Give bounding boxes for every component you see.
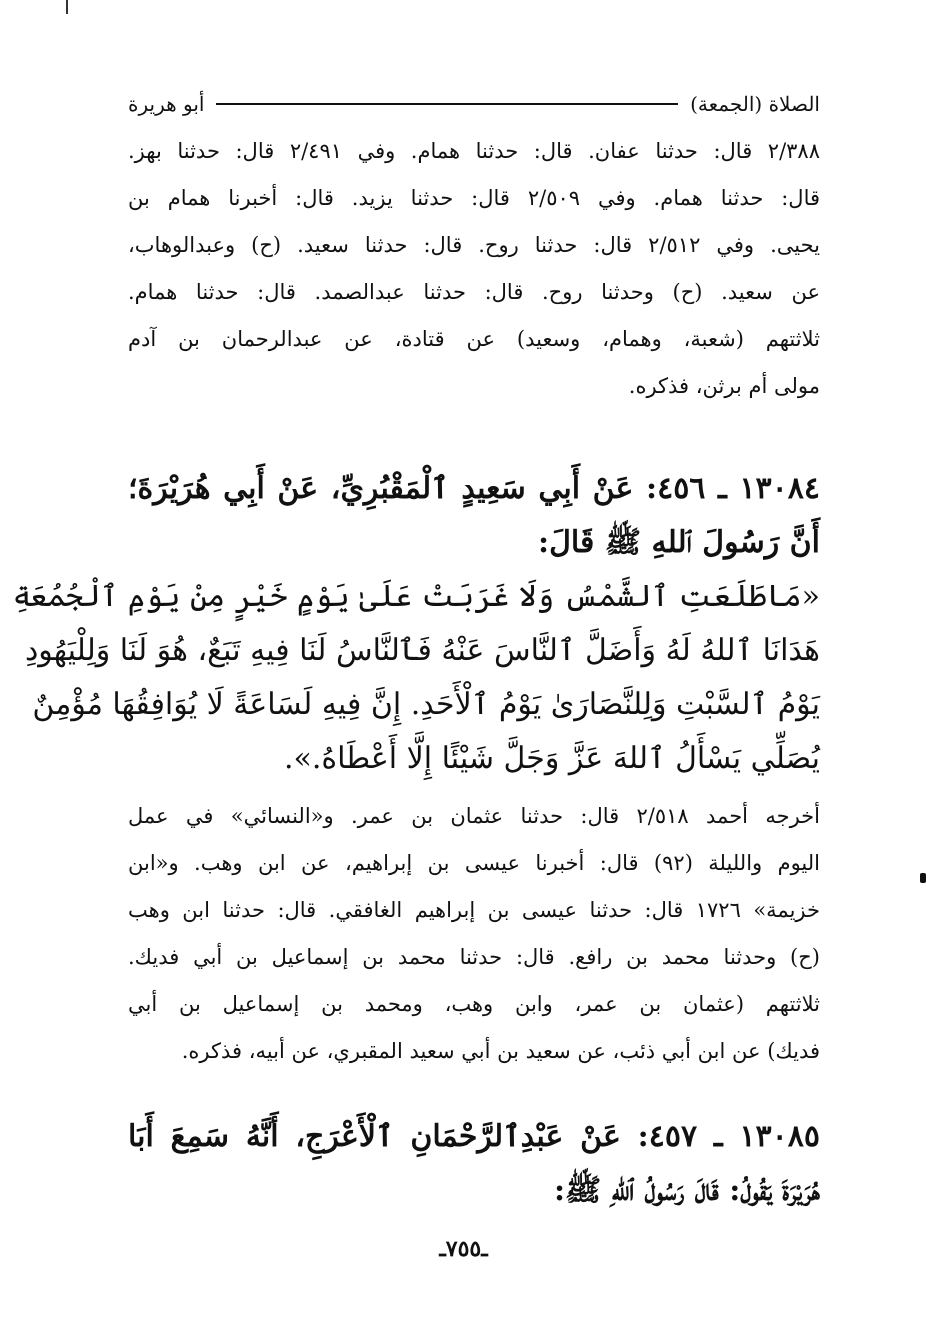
source-note-2 <box>128 793 820 1075</box>
hadith-isnad-line: أَنَّ رَسُولَ ٱللهِ ﷺ قَالَ: <box>538 525 820 560</box>
note-line: يحيى. وفي ٢/٥١٢ قال: حدثنا روح. قال: حدثنا سعيد. (ح) وعبدالوهاب، <box>128 233 820 257</box>
note-line: خزيمة» ١٧٢٦ قال: حدثنا عيسى بن إبراهيم الغافقي. قال: حدثنا ابن وهب <box>128 898 820 922</box>
scan-edge-mark <box>66 0 68 14</box>
header-rule <box>216 103 678 105</box>
header-left-title: أبو هريرة <box>128 92 205 116</box>
hadith-matn-line: يُصَلِّي يَسْأَلُ ٱللهَ عَزَّ وَجَلَّ شَيْئًا إِلَّا أَعْطَاهُ.». <box>283 741 820 776</box>
hadith-matn-line: «مَاطَلَعَتِ ٱلشَّمْسُ وَلَا غَرَبَتْ عَلَىٰ يَوْمٍ خَيْرٍ مِنْ يَوْمِ ٱلْجُمُعَةِ <box>12 579 820 614</box>
hadith-isnad-line: ١٣٠٨٤ ـ ٤٥٦: عَنْ أَبِي سَعِيدٍ ٱلْمَقْبُرِيِّ، عَنْ أَبِي هُرَيْرَةَ؛ <box>128 471 820 506</box>
note-line: ٢/٣٨٨ قال: حدثنا عفان. قال: حدثنا همام. وفي ٢/٤٩١ قال: حدثنا بهز. <box>128 139 820 163</box>
hadith-13085 <box>128 1110 820 1218</box>
note-line: اليوم والليلة (٩٢) قال: أخبرنا عيسى بن إبراهيم، عن ابن وهب. و«ابن <box>128 851 820 875</box>
source-note-1 <box>128 128 820 410</box>
note-line: أخرجه أحمد ٢/٥١٨ قال: حدثنا عثمان بن عمر. و«النسائي» في عمل <box>128 804 820 828</box>
note-line: فديك) عن ابن أبي ذئب، عن سعيد بن أبي سعيد المقبري، عن أبيه، فذكره. <box>181 1039 820 1063</box>
note-line: ثلاثتهم (شعبة، وهمام، وسعيد) عن قتادة، عن عبدالرحمان بن آدم <box>128 327 820 351</box>
margin-mark <box>920 873 926 883</box>
hadith-isnad-line: هُرَيْرَةَ يَقُولُ: قَالَ رَسُولُ ٱللهِ ﷺ: <box>553 1173 820 1208</box>
note-line: ثلاثتهم (عثمان بن عمر، وابن وهب، ومحمد بن إسماعيل بن أبي <box>128 992 820 1016</box>
hadith-matn-line: هَدَانَا ٱللهُ لَهُ وَأَضَلَّ ٱلنَّاسَ عَنْهُ فَٱلنَّاسُ لَنَا فِيهِ تَبَعٌ، هُوَ لَنَا وَلِلْيَهُودِ <box>24 633 820 668</box>
note-line: قال: حدثنا همام. وفي ٢/٥٠٩ قال: حدثنا يزيد. قال: أخبرنا همام بن <box>128 186 821 210</box>
note-line: (ح) وحدثنا محمد بن رافع. قال: حدثنا محمد بن إسماعيل بن أبي فديك. <box>128 945 820 969</box>
hadith-13084 <box>12 462 820 786</box>
hadith-isnad-line: ١٣٠٨٥ ـ ٤٥٧: عَنْ عَبْدِٱلرَّحْمَانِ ٱلْأَعْرَجِ، أَنَّهُ سَمِعَ أَبَا <box>128 1119 820 1154</box>
header-right-title: الصلاة (الجمعة) <box>690 92 820 116</box>
note-line: عن سعيد. (ح) وحدثنا روح. قال: حدثنا عبدالصمد. قال: حدثنا همام. <box>128 280 820 304</box>
running-header <box>128 88 820 120</box>
note-line: مولى أم برثن، فذكره. <box>628 374 820 398</box>
page-number: ـ٧٥٥ـ <box>439 1236 488 1262</box>
hadith-matn-line: يَوْمُ ٱلسَّبْتِ وَلِلنَّصَارَىٰ يَوْمُ ٱلْأَحَدِ. إِنَّ فِيهِ لَسَاعَةً لَا يُوَافِقُهَا مُؤْمِنٌ <box>32 687 820 722</box>
